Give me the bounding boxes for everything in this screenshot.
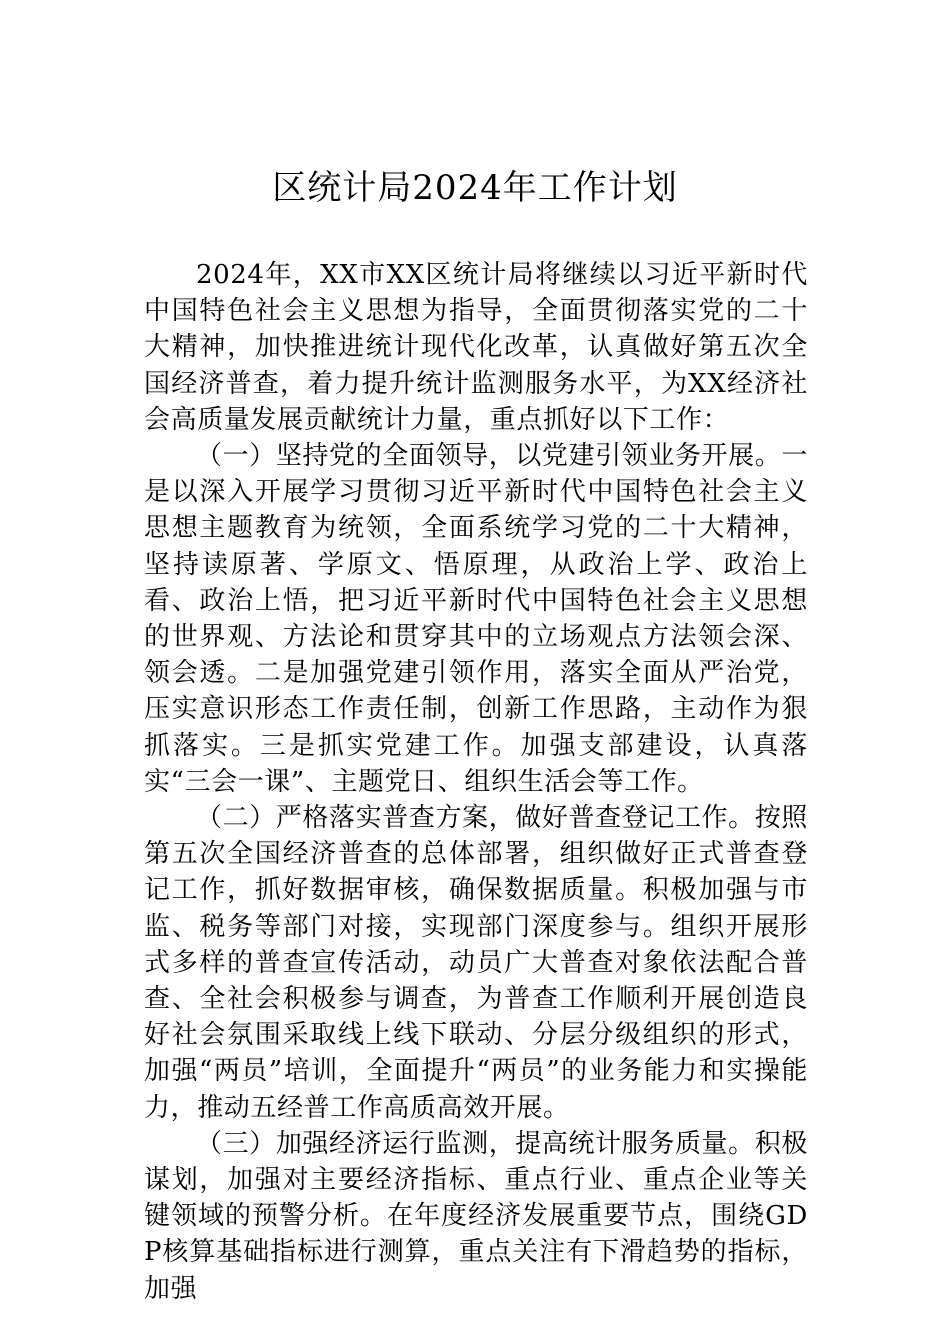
paragraph-intro: 2024年，XX市XX区统计局将继续以习近平新时代中国特色社会主义思想为指导，全面贯彻落实党的二十大精神，加快推进统计现代化改革，认真做好第五次全国经济普查，着力提升统计监测服务水平，为XX经济社会高质量发展贡献统计力量，重点抓好以下工作： — [144, 260, 808, 435]
paragraph-section-1: （一）坚持党的全面领导，以党建引领业务开展。一是以深入开展学习贯彻习近平新时代中国特色社会主义思想主题教育为统领，全面系统学习党的二十大精神，坚持读原著、学原文、悟原理，从政治上学、政治上看、政治上悟，把习近平新时代中国特色社会主义思想的世界观、方法论和贯穿其中的立场观点方法领会深、领会透。二是加强党建引领作用，落实全面从严治党，压实意识形态工作责任制，创新工作思路，主动作为狠抓落实。三是抓实党建工作。加强支部建设，认真落实“三会一课”、主题党日、组织生活会等工作。 — [144, 441, 808, 797]
paragraph-section-2: （二）严格落实普查方案，做好普查登记工作。按照第五次全国经济普查的总体部署，组织做好正式普查登记工作，抓好数据审核，确保数据质量。积极加强与市监、税务等部门对接，实现部门深度参与。组织开展形式多样的普查宣传活动，动员广大普查对象依法配合普查、全社会积极参与调查，为普查工作顺利开展创造良好社会氛围采取线上线下联动、分层分级组织的形式，加强“两员”培训，全面提升“两员”的业务能力和实操能力，推动五经普工作高质高效开展。 — [144, 803, 808, 1123]
document-title: 区统计局2024年工作计划 — [272, 168, 678, 208]
document-body — [144, 257, 808, 1307]
paragraph-section-3: （三）加强经济运行监测，提高统计服务质量。积极谋划，加强对主要经济指标、重点行业、重点企业等关键领域的预警分析。在年度经济发展重要节点，围绕GDP核算基础指标进行测算，重点关注有下滑趋势的指标，加强 — [144, 1128, 808, 1304]
